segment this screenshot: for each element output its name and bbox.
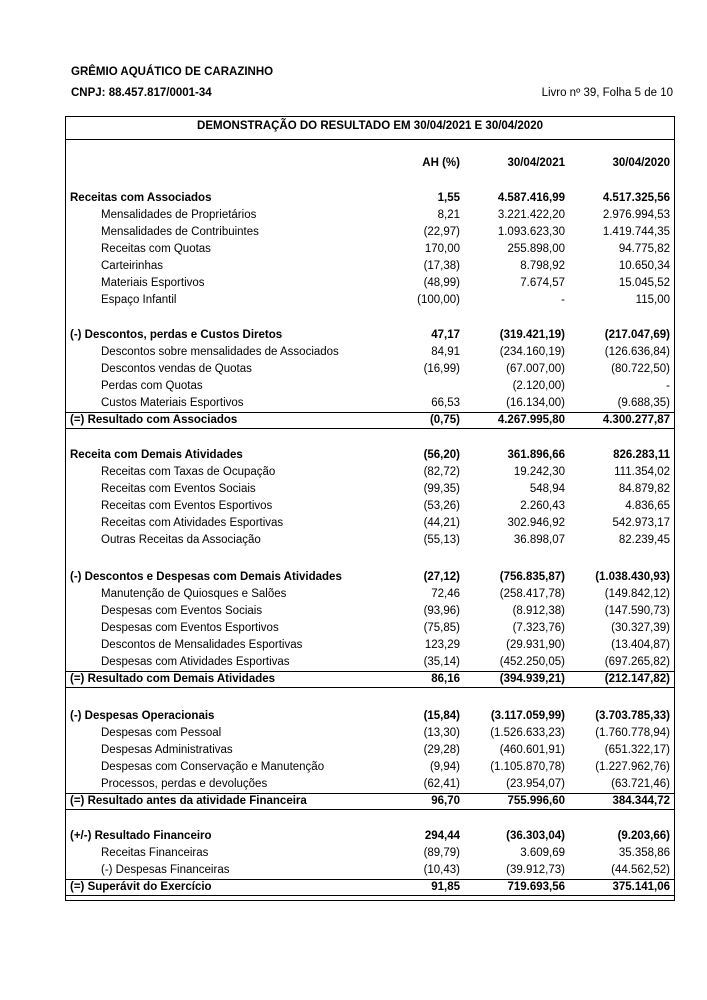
cell-2020: (30.327,39) [611, 622, 670, 634]
cell-ah: (100,00) [417, 294, 460, 306]
row-label: Perdas com Quotas [101, 380, 203, 392]
cell-2021: - [561, 294, 565, 306]
cell-ah: (27,12) [423, 571, 460, 583]
cell-2021: (39.912,73) [506, 864, 565, 876]
row-label: Receitas Financeiras [101, 847, 209, 859]
cell-ah: 91,85 [431, 881, 460, 893]
cell-2021: (8.912,38) [512, 605, 565, 617]
row-label: Descontos vendas de Quotas [101, 363, 252, 375]
row-label: Receitas com Atividades Esportivas [101, 517, 284, 529]
cell-2021: 719.693,56 [507, 881, 565, 893]
cell-2020: 10.650,34 [618, 260, 670, 272]
cell-ah: (29,28) [423, 744, 460, 756]
row-label: Despesas com Eventos Sociais [101, 605, 263, 617]
row-label: Despesas com Pessoal [101, 727, 222, 739]
table-row [66, 586, 674, 603]
table-row [66, 275, 674, 292]
table-row [66, 637, 674, 654]
cell-2021: (2.120,00) [512, 380, 565, 392]
cell-2021: (67.007,00) [506, 363, 565, 375]
table-row [66, 654, 674, 671]
row-label: (-) Descontos, perdas e Custos Diretos [70, 329, 283, 341]
row-label: Receitas com Associados [70, 192, 212, 204]
cell-2020: (697.265,82) [604, 656, 670, 668]
row-label: Descontos sobre mensalidades de Associados [101, 346, 339, 358]
row-label: Despesas Administrativas [101, 744, 233, 756]
cell-ah: (62,41) [423, 778, 460, 790]
col-header-2021: 30/04/2021 [507, 157, 565, 169]
cell-2021: 548,94 [529, 483, 565, 495]
row-label: Carteirinhas [101, 260, 163, 272]
cell-2021: (258.417,78) [499, 588, 565, 600]
table-row [66, 395, 674, 412]
row-label: (+/-) Resultado Financeiro [70, 830, 212, 842]
cell-2020: (217.047,69) [604, 329, 670, 341]
section-row [66, 447, 674, 464]
cell-ah: (99,35) [423, 483, 460, 495]
cell-2021: (16.134,00) [506, 397, 565, 409]
cell-2020: (9.203,66) [617, 830, 670, 842]
row-label: Receita com Demais Atividades [70, 449, 243, 461]
cell-ah: (0,75) [429, 414, 460, 426]
cell-2020: 542.973,17 [612, 517, 670, 529]
cell-2021: (7.323,76) [512, 622, 565, 634]
cell-2021: (319.421,19) [499, 329, 565, 341]
table-row [66, 207, 674, 224]
table-row [66, 481, 674, 498]
cell-2020: 4.300.277,87 [602, 414, 670, 426]
cell-2020: 115,00 [635, 294, 670, 306]
row-label: (=) Superávit do Exercício [70, 881, 212, 893]
cell-2020: (126.636,84) [604, 346, 670, 358]
cell-ah: (48,99) [423, 277, 460, 289]
row-label: (=) Resultado com Associados [70, 414, 238, 426]
table-row [66, 241, 674, 258]
cell-2021: (460.601,91) [499, 744, 565, 756]
cell-2020: 4.517.325,56 [602, 192, 670, 204]
cell-2020: 35.358,86 [618, 847, 670, 859]
table-row [66, 224, 674, 241]
cell-2020: 15.045,52 [618, 277, 670, 289]
row-label: (-) Descontos e Despesas com Demais Atividades [70, 571, 342, 583]
cell-2020: (1.760.778,94) [595, 727, 670, 739]
table-row [66, 862, 674, 879]
cell-2021: 1.093.623,30 [497, 226, 565, 238]
cell-2020: (212.147,82) [604, 673, 670, 685]
result-row [66, 412, 674, 429]
cell-2021: 361.896,66 [507, 449, 565, 461]
cell-ah: (10,43) [423, 864, 460, 876]
row-label: (-) Despesas Operacionais [70, 710, 215, 722]
cell-2020: 1.419.744,35 [602, 226, 670, 238]
table-row [66, 378, 674, 395]
cell-ah: 294,44 [424, 830, 460, 842]
cell-2021: 7.674,57 [520, 277, 565, 289]
cell-2020: (80.722,50) [611, 363, 670, 375]
table-row [66, 532, 674, 549]
row-label: (=) Resultado antes da atividade Financeira [70, 795, 307, 807]
title-divider [66, 139, 674, 140]
cell-ah: (35,14) [423, 656, 460, 668]
table-row [66, 759, 674, 776]
cell-ah: (13,30) [423, 727, 460, 739]
table-row [66, 742, 674, 759]
income-statement-table [65, 116, 675, 901]
row-label: Mensalidades de Contribuintes [101, 226, 259, 238]
table-row [66, 292, 674, 309]
row-label: Materiais Esportivos [101, 277, 205, 289]
cell-2021: 19.242,30 [513, 466, 565, 478]
row-label: Espaço Infantil [101, 294, 177, 306]
cell-ah: (44,21) [423, 517, 460, 529]
cell-ah: (89,79) [423, 847, 460, 859]
table-row [66, 515, 674, 532]
cell-2020: 111.354,02 [614, 466, 670, 478]
cell-2020: 94.775,82 [618, 243, 670, 255]
book-reference: Livro nº 39, Folha 5 de 10 [541, 87, 673, 99]
section-row [66, 327, 674, 344]
cell-ah: 123,29 [424, 639, 460, 651]
result-row [66, 879, 674, 896]
cell-2020: 4.836,65 [625, 500, 670, 512]
cell-2021: (36.303,04) [506, 830, 565, 842]
table-row [66, 361, 674, 378]
cell-2021: 8.798,92 [520, 260, 565, 272]
cell-2020: (9.688,35) [617, 397, 670, 409]
cell-ah: (75,85) [423, 622, 460, 634]
cell-2020: (13.404,87) [611, 639, 670, 651]
row-label: (=) Resultado com Demais Atividades [70, 673, 276, 685]
cell-ah: (53,26) [423, 500, 460, 512]
section-row [66, 708, 674, 725]
cell-ah: 66,53 [431, 397, 460, 409]
cell-2021: (452.250,05) [499, 656, 565, 668]
cell-ah: 1,55 [437, 192, 460, 204]
table-row [66, 845, 674, 862]
cell-ah: 47,17 [431, 329, 460, 341]
cell-ah: (55,13) [423, 534, 460, 546]
table-row [66, 776, 674, 793]
col-header-ah: AH (%) [422, 157, 460, 169]
section-row [66, 569, 674, 586]
cell-2021: (3.117.059,99) [490, 710, 565, 722]
row-label: Receitas com Quotas [101, 243, 211, 255]
cell-2021: 302.946,92 [507, 517, 565, 529]
cell-ah: 96,70 [431, 795, 460, 807]
cell-2020: (651.322,17) [604, 744, 670, 756]
section-row [66, 190, 674, 207]
table-row [66, 620, 674, 637]
cell-2020: 375.141,06 [612, 881, 670, 893]
cell-2021: (234.160,19) [499, 346, 565, 358]
section-row [66, 828, 674, 845]
table-row [66, 258, 674, 275]
table-row [66, 603, 674, 620]
cell-2020: 826.283,11 [613, 449, 670, 461]
cell-2021: 3.609,69 [520, 847, 565, 859]
cell-2020: (1.227.962,76) [595, 761, 670, 773]
row-label: Receitas com Eventos Esportivos [101, 500, 273, 512]
cell-2021: (756.835,87) [499, 571, 565, 583]
cnpj: CNPJ: 88.457.817/0001-34 [71, 87, 212, 99]
result-row [66, 671, 674, 688]
cell-ah: 72,46 [431, 588, 460, 600]
cell-2020: (149.842,12) [604, 588, 670, 600]
cell-2020: (44.562,52) [611, 864, 670, 876]
row-label: Manutenção de Quiosques e Salões [101, 588, 287, 600]
cell-2021: (1.526.633,23) [490, 727, 565, 739]
cell-ah: 84,91 [431, 346, 460, 358]
cell-ah: (16,99) [423, 363, 460, 375]
cell-ah: (22,97) [423, 226, 460, 238]
row-label: Custos Materiais Esportivos [101, 397, 244, 409]
cell-ah: (15,84) [423, 710, 460, 722]
cell-ah: 170,00 [424, 243, 460, 255]
row-label: Receitas com Eventos Sociais [101, 483, 256, 495]
row-label: Receitas com Taxas de Ocupação [101, 466, 276, 478]
cell-ah: (93,96) [423, 605, 460, 617]
row-label: Descontos de Mensalidades Esportivas [101, 639, 303, 651]
row-label: Despesas com Atividades Esportivas [101, 656, 290, 668]
row-label: Outras Receitas da Associação [101, 534, 261, 546]
cell-ah: (17,38) [423, 260, 460, 272]
row-label: Despesas com Conservação e Manutenção [101, 761, 325, 773]
cell-ah: 8,21 [437, 209, 460, 221]
cell-2020: 82.239,45 [618, 534, 670, 546]
cell-2021: 255.898,00 [507, 243, 565, 255]
entity-name: GRÊMIO AQUÁTICO DE CARAZINHO [71, 66, 274, 78]
table-row [66, 725, 674, 742]
cell-2021: 4.587.416,99 [497, 192, 565, 204]
cell-2021: (29.931,90) [506, 639, 565, 651]
cell-ah: (9,94) [429, 761, 460, 773]
cell-2020: (147.590,73) [604, 605, 670, 617]
row-label: Mensalidades de Proprietários [101, 209, 257, 221]
cell-2021: 4.267.995,80 [497, 414, 565, 426]
cell-2020: (63.721,46) [611, 778, 670, 790]
table-row [66, 498, 674, 515]
cell-2021: (23.954,07) [506, 778, 565, 790]
cell-2021: (1.105.870,78) [490, 761, 565, 773]
table-row [66, 344, 674, 361]
table-title: DEMONSTRAÇÃO DO RESULTADO EM 30/04/2021 E 30/04/2020 [197, 120, 543, 132]
cell-ah: (82,72) [423, 466, 460, 478]
cell-2021: 36.898,07 [513, 534, 565, 546]
row-label: Despesas com Eventos Esportivos [101, 622, 279, 634]
cell-ah: (56,20) [423, 449, 460, 461]
cell-2020: - [666, 380, 670, 392]
cell-2020: 2.976.994,53 [602, 209, 670, 221]
result-row [66, 793, 674, 810]
cell-2020: 384.344,72 [612, 795, 670, 807]
cell-2021: (394.939,21) [499, 673, 565, 685]
cell-2020: (3.703.785,33) [595, 710, 670, 722]
row-label: Processos, perdas e devoluções [101, 778, 268, 790]
cell-2021: 3.221.422,20 [497, 209, 565, 221]
cell-2021: 2.260,43 [520, 500, 565, 512]
cell-2020: 84.879,82 [618, 483, 670, 495]
cell-ah: 86,16 [431, 673, 460, 685]
table-row [66, 464, 674, 481]
col-header-2020: 30/04/2020 [612, 157, 670, 169]
row-label: (-) Despesas Financeiras [101, 864, 230, 876]
cell-2021: 755.996,60 [507, 795, 565, 807]
cell-2020: (1.038.430,93) [595, 571, 670, 583]
